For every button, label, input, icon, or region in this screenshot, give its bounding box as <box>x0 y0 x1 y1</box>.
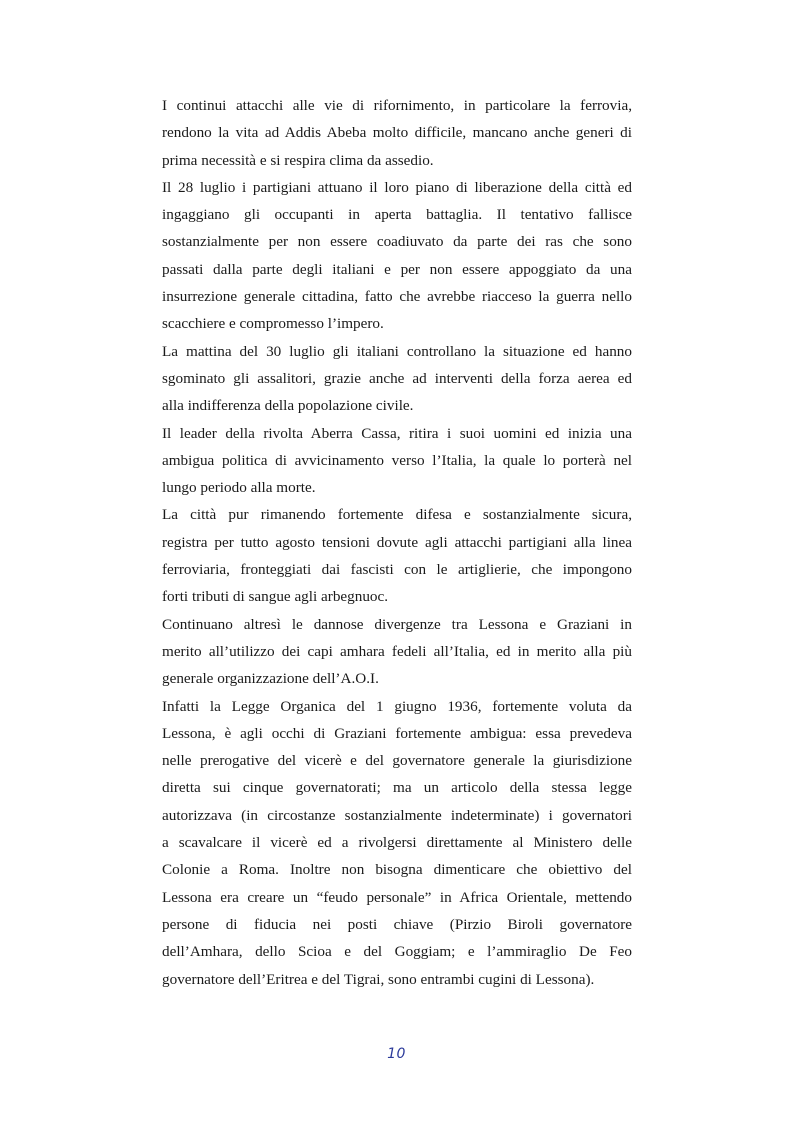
text-line: Lessona, è agli occhi di Graziani fortemente ambigua: essa prevedeva <box>162 724 632 742</box>
text-line: Continuano altresì le dannose divergenze tra Lessona e Graziani in <box>162 615 632 633</box>
text-line: ambigua politica di avvicinamento verso l’Italia, la quale lo porterà nel <box>162 451 632 469</box>
text-line: sostanzialmente per non essere coadiuvato da parte dei ras che sono <box>162 233 632 251</box>
text-line: La città pur rimanendo fortemente difesa e sostanzialmente sicura, <box>162 506 632 524</box>
text-line: Il leader della rivolta Aberra Cassa, ritira i suoi uomini ed inizia una <box>162 424 632 442</box>
text-line: La mattina del 30 luglio gli italiani controllano la situazione ed hanno <box>162 342 632 360</box>
body-text <box>162 92 632 993</box>
text-line: ingaggiano gli occupanti in aperta battaglia. Il tentativo fallisce <box>162 206 632 224</box>
text-line: scacchiere e compromesso l’impero. <box>162 315 384 333</box>
text-line: passati dalla parte degli italiani e per non essere appoggiato da una <box>162 260 632 278</box>
text-line: alla indifferenza della popolazione civile. <box>162 397 414 415</box>
text-line: nelle prerogative del vicerè e del governatore generale la giurisdizione <box>162 752 632 770</box>
text-line: lungo periodo alla morte. <box>162 479 316 497</box>
text-line: a scavalcare il vicerè ed a rivolgersi direttamente al Ministero delle <box>162 834 632 852</box>
text-line: persone di fiducia nei posti chiave (Pirzio Biroli governatore <box>162 915 632 933</box>
page-number: 10 <box>387 1046 406 1062</box>
text-line: Il 28 luglio i partigiani attuano il loro piano di liberazione della città ed <box>162 178 632 196</box>
text-line: Infatti la Legge Organica del 1 giugno 1936, fortemente voluta da <box>162 697 632 715</box>
text-line: dell’Amhara, dello Scioa e del Goggiam; e l’ammiraglio De Feo <box>162 943 632 961</box>
text-line: sgominato gli assalitori, grazie anche ad interventi della forza aerea ed <box>162 369 632 387</box>
text-line: governatore dell’Eritrea e del Tigrai, sono entrambi cugini di Lessona). <box>162 970 595 988</box>
text-line: I continui attacchi alle vie di rifornimento, in particolare la ferrovia, <box>162 97 632 114</box>
text-line: forti tributi di sangue agli arbegnuoc. <box>162 588 389 606</box>
text-line: insurrezione generale cittadina, fatto che avrebbe riacceso la guerra nello <box>162 288 632 306</box>
text-line: registra per tutto agosto tensioni dovute agli attacchi partigiani alla linea <box>162 533 632 551</box>
text-line: generale organizzazione dell’A.O.I. <box>162 670 379 688</box>
text-line: prima necessità e si respira clima da assedio. <box>162 151 434 169</box>
text-line: diretta sui cinque governatorati; ma un articolo della stessa legge <box>162 779 632 797</box>
text-line: merito all’utilizzo dei capi amhara fedeli all’Italia, ed in merito alla più <box>162 642 632 660</box>
text-line: Colonie a Roma. Inoltre non bisogna dimenticare che obiettivo del <box>162 861 632 879</box>
text-line: rendono la vita ad Addis Abeba molto difficile, mancano anche generi di <box>162 124 632 142</box>
text-line: autorizzava (in circostanze sostanzialmente indeterminate) i governatori <box>162 806 632 824</box>
text-line: ferroviaria, fronteggiati dai fascisti con le artiglierie, che impongono <box>162 561 632 579</box>
text-line: Lessona era creare un “feudo personale” in Africa Orientale, mettendo <box>162 888 632 906</box>
